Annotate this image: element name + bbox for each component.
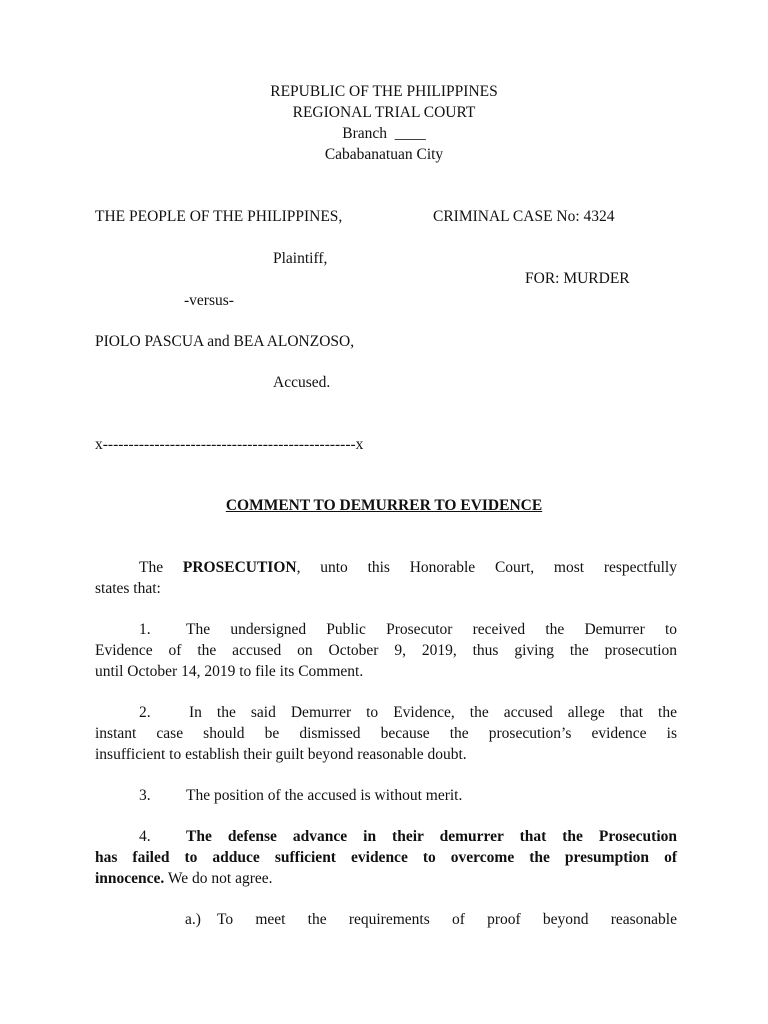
accused-names: PIOLO PASCUA and BEA ALONZOSO, — [95, 333, 355, 350]
paragraph-3-line1: The position of the accused is without merit. — [186, 787, 463, 804]
paragraph-2-line3: insufficient to establish their guilt beyond reasonable doubt. — [95, 746, 467, 763]
subparagraph-a — [95, 909, 677, 930]
paragraph-4-line3-bold: innocence. — [95, 870, 165, 887]
caption-separator: x-------------------------------------------------x — [95, 436, 364, 453]
plaintiff-name: THE PEOPLE OF THE PHILIPPINES, — [95, 208, 343, 225]
paragraph-2-number: 2. — [139, 704, 151, 721]
paragraph-4-line3-rest: We do not agree. — [164, 870, 273, 887]
offense: FOR: MURDER — [525, 270, 630, 287]
paragraph-1 — [95, 619, 677, 682]
header-branch: Branch ____ — [342, 125, 426, 142]
paragraph-1-line2: Evidence of the accused on October 9, 2019, thus giving the prosecution — [95, 642, 677, 659]
paragraph-1-number: 1. — [139, 621, 151, 638]
paragraph-4-line1: The defense advance in their demurrer that the Prosecution — [186, 828, 677, 845]
paragraph-1-line1: The undersigned Public Prosecutor received the Demurrer to — [186, 621, 677, 638]
document-title: COMMENT TO DEMURRER TO EVIDENCE — [225, 497, 543, 514]
versus: -versus- — [184, 292, 234, 309]
intro-prosecution: PROSECUTION — [182, 559, 297, 576]
subparagraph-a-line1: To meet the requirements of proof beyond reasonable — [217, 911, 677, 928]
paragraph-4-number: 4. — [139, 828, 151, 845]
paragraph-2 — [95, 702, 677, 765]
header-court: REGIONAL TRIAL COURT — [292, 104, 476, 121]
header-republic: REPUBLIC OF THE PHILIPPINES — [270, 83, 498, 100]
paragraph-2-line1: In the said Demurrer to Evidence, the accused allege that the — [189, 704, 677, 721]
paragraph-2-line2: instant case should be dismissed because the prosecution’s evidence is — [95, 725, 677, 742]
paragraph-4-line2: has failed to adduce sufficient evidence to overcome the presumption of — [95, 849, 677, 866]
paragraph-4 — [95, 826, 677, 889]
subparagraph-a-label: a.) — [185, 911, 201, 928]
paragraph-3 — [95, 785, 677, 806]
intro-paragraph — [95, 557, 677, 599]
paragraph-3-number: 3. — [139, 787, 151, 804]
paragraph-1-line3: until October 14, 2019 to file its Comment. — [95, 663, 364, 680]
plaintiff-label: Plaintiff, — [273, 250, 328, 267]
header-city: Cababanatuan City — [324, 146, 444, 163]
accused-label: Accused. — [273, 374, 331, 391]
intro-rest1: , unto this Honorable Court, most respectfully — [296, 559, 677, 576]
case-number: CRIMINAL CASE No: 4324 — [433, 208, 615, 225]
intro-the: The — [139, 559, 183, 576]
intro-rest2: states that: — [95, 580, 161, 597]
